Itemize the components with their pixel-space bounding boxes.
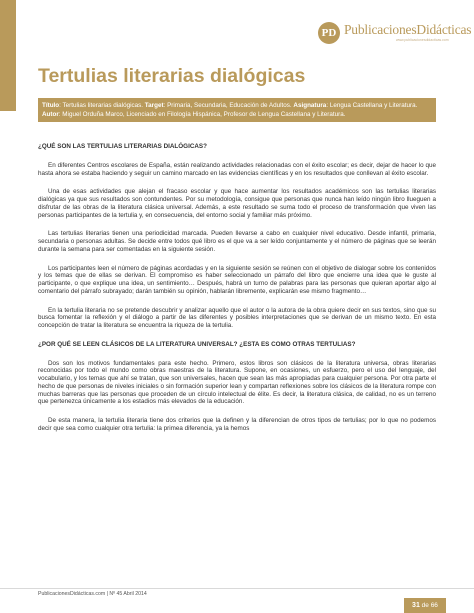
paragraph-6: Dos son los motivos fundamentales para este hecho. Primero, estos libros son clásicos de la literatura universa, obras literarias reconocidas por todo el mundo como obras maestras de la literatura. Supone, en ocasiones, un esfuerzo, pero el uso del lenguaje, del vocabulario, y los temas que ahí se tratan, que son universales, hacen que sean las más apropiadas para cualquier persona. Por otra parte el hecho de que personas de niveles iniciales o sin formación superior lean y compartan reflexiones sobre los clásicos de la literatura rompe con muchas barreras que las personas que proceden de un círculo intelectual de élite. Es decir, la literatura clásica, de calidad, no es un terreno que pertenezca únicamente a los estadios más elevados de la educación. — [38, 359, 436, 406]
logo-tagline: www.publicacionesdidacticas.com — [396, 38, 449, 42]
paragraph-4: Los participantes leen el número de páginas acordadas y en la siguiente sesión se reúnen con el objetivo de dialogar sobre los contenidos y los temas que de ellas se derivan. El compromiso es haber seleccionado un párrafo del libro que encierre una idea que le guste al participante, o que explique una idea, un sentimiento… Después, habrá un turno de palabras para las personas que quieran aportar algo al comentario del párrafo subrayado; darán también su opinión, hablarán libremente, explicarán ese mismo fragmento… — [38, 264, 436, 295]
paragraph-7: De esta manera, la tertulia literaria tiene dos criterios que la definen y la diferencian de otros tipos de tertulias; por lo que no podemos decir que sea como cualquier otra tertulia: la primea diferencia, ya la hemos — [38, 417, 436, 432]
titulo-label: Título — [42, 102, 60, 109]
asignatura-value: Lengua Castellana y Literatura. — [329, 102, 418, 109]
left-accent-bar — [0, 0, 16, 111]
paragraph-5: En la tertulia literaria no se pretende descubrir y analizar aquello que el autor o la autora de la obra quiere decir en sus textos, sino que su busca fomentar la reflexión y el diálogo a partir de las diferentes y posibles interpretaciones que se derivan de un mismo texto. En esta concepción de tratar la literatura se encuentra la riqueza de la tertulia. — [38, 306, 436, 329]
article-body — [38, 143, 436, 444]
section-heading-1: ¿QUÉ SON LAS TERTULIAS LITERARIAS DIALÓGICAS? — [38, 143, 207, 150]
article-title: Tertulias literarias dialógicas — [38, 65, 306, 87]
target-label: Target — [144, 102, 164, 109]
logo-wordmark: PublicacionesDidácticas — [344, 22, 472, 37]
titulo-value: Tertulias literarias dialógicas. — [62, 102, 144, 109]
footer-divider — [0, 588, 474, 589]
autor-label: Autor — [42, 111, 59, 118]
page-total: de 66 — [421, 602, 438, 609]
paragraph-1: En diferentes Centros escolares de España, están realizando actividades relacionadas con el éxito escolar; es decir, dejar de hacer lo que hasta ahora se estaba haciendo y seguir un camino marcado en las evidencias científicas y en los resultados que conllevan al éxito escolar. — [38, 161, 436, 177]
footer-publication: PublicacionesDidácticas.com | Nº 45 Abril 2014 — [38, 591, 147, 597]
page-current: 31 — [412, 602, 420, 609]
section-heading-2: ¿POR QUÉ SE LEEN CLÁSICOS DE LA LITERATURA UNIVERSAL? ¿ESTA ES COMO OTRAS TERTULIAS? — [38, 340, 356, 348]
paragraph-2: Una de esas actividades que alejan el fracaso escolar y que hace aumentar los resultados académicos son las tertulias literarias dialógicas ya que sus resultados son contundentes. Por su metodología, consigue que personas que nunca han leído ningún libro llueguen a disfrutar de las obras de la literatura clásica universal. Además, a este resultado se suma todo el proceso de transformación que viven las personas participantes de la tertulia y, en consecuencia, del entorno social y familiar más próximo. — [38, 188, 436, 219]
asignatura-label: Asignatura — [293, 102, 327, 109]
article-info-box: Título: Tertulias literarias dialógicas. Target: Primaria, Secundaria, Educación de Adultos. Asignatura: Lengua Castellana y Literatura. Autor: Miguel Orduña Marco, Licenciado en Filología Hispánica, Profesor de Lengua Castellana y Literatura. — [38, 98, 436, 122]
autor-value: Miguel Orduña Marco, Licenciado en Filología Hispánica, Profesor de Lengua Castellana y Literatura. — [62, 111, 346, 118]
target-value: Primaria, Secundaria, Educación de Adultos. — [167, 102, 292, 109]
paragraph-3: Las tertulias literarias tienen una periodicidad marcada. Pueden llevarse a cabo en cualquier nivel educativo. Desde infantil, primaria, secundaria o personas adultas. Se decide entre todos qué libro es el que va a ser leído conjuntamente y el número de páginas que se leerán durante la semana para ser comentadas en la siguiente sesión. — [38, 230, 436, 253]
publisher-logo[interactable] — [318, 22, 472, 50]
page-number-badge — [404, 598, 446, 613]
logo-icon: PD — [318, 22, 340, 44]
